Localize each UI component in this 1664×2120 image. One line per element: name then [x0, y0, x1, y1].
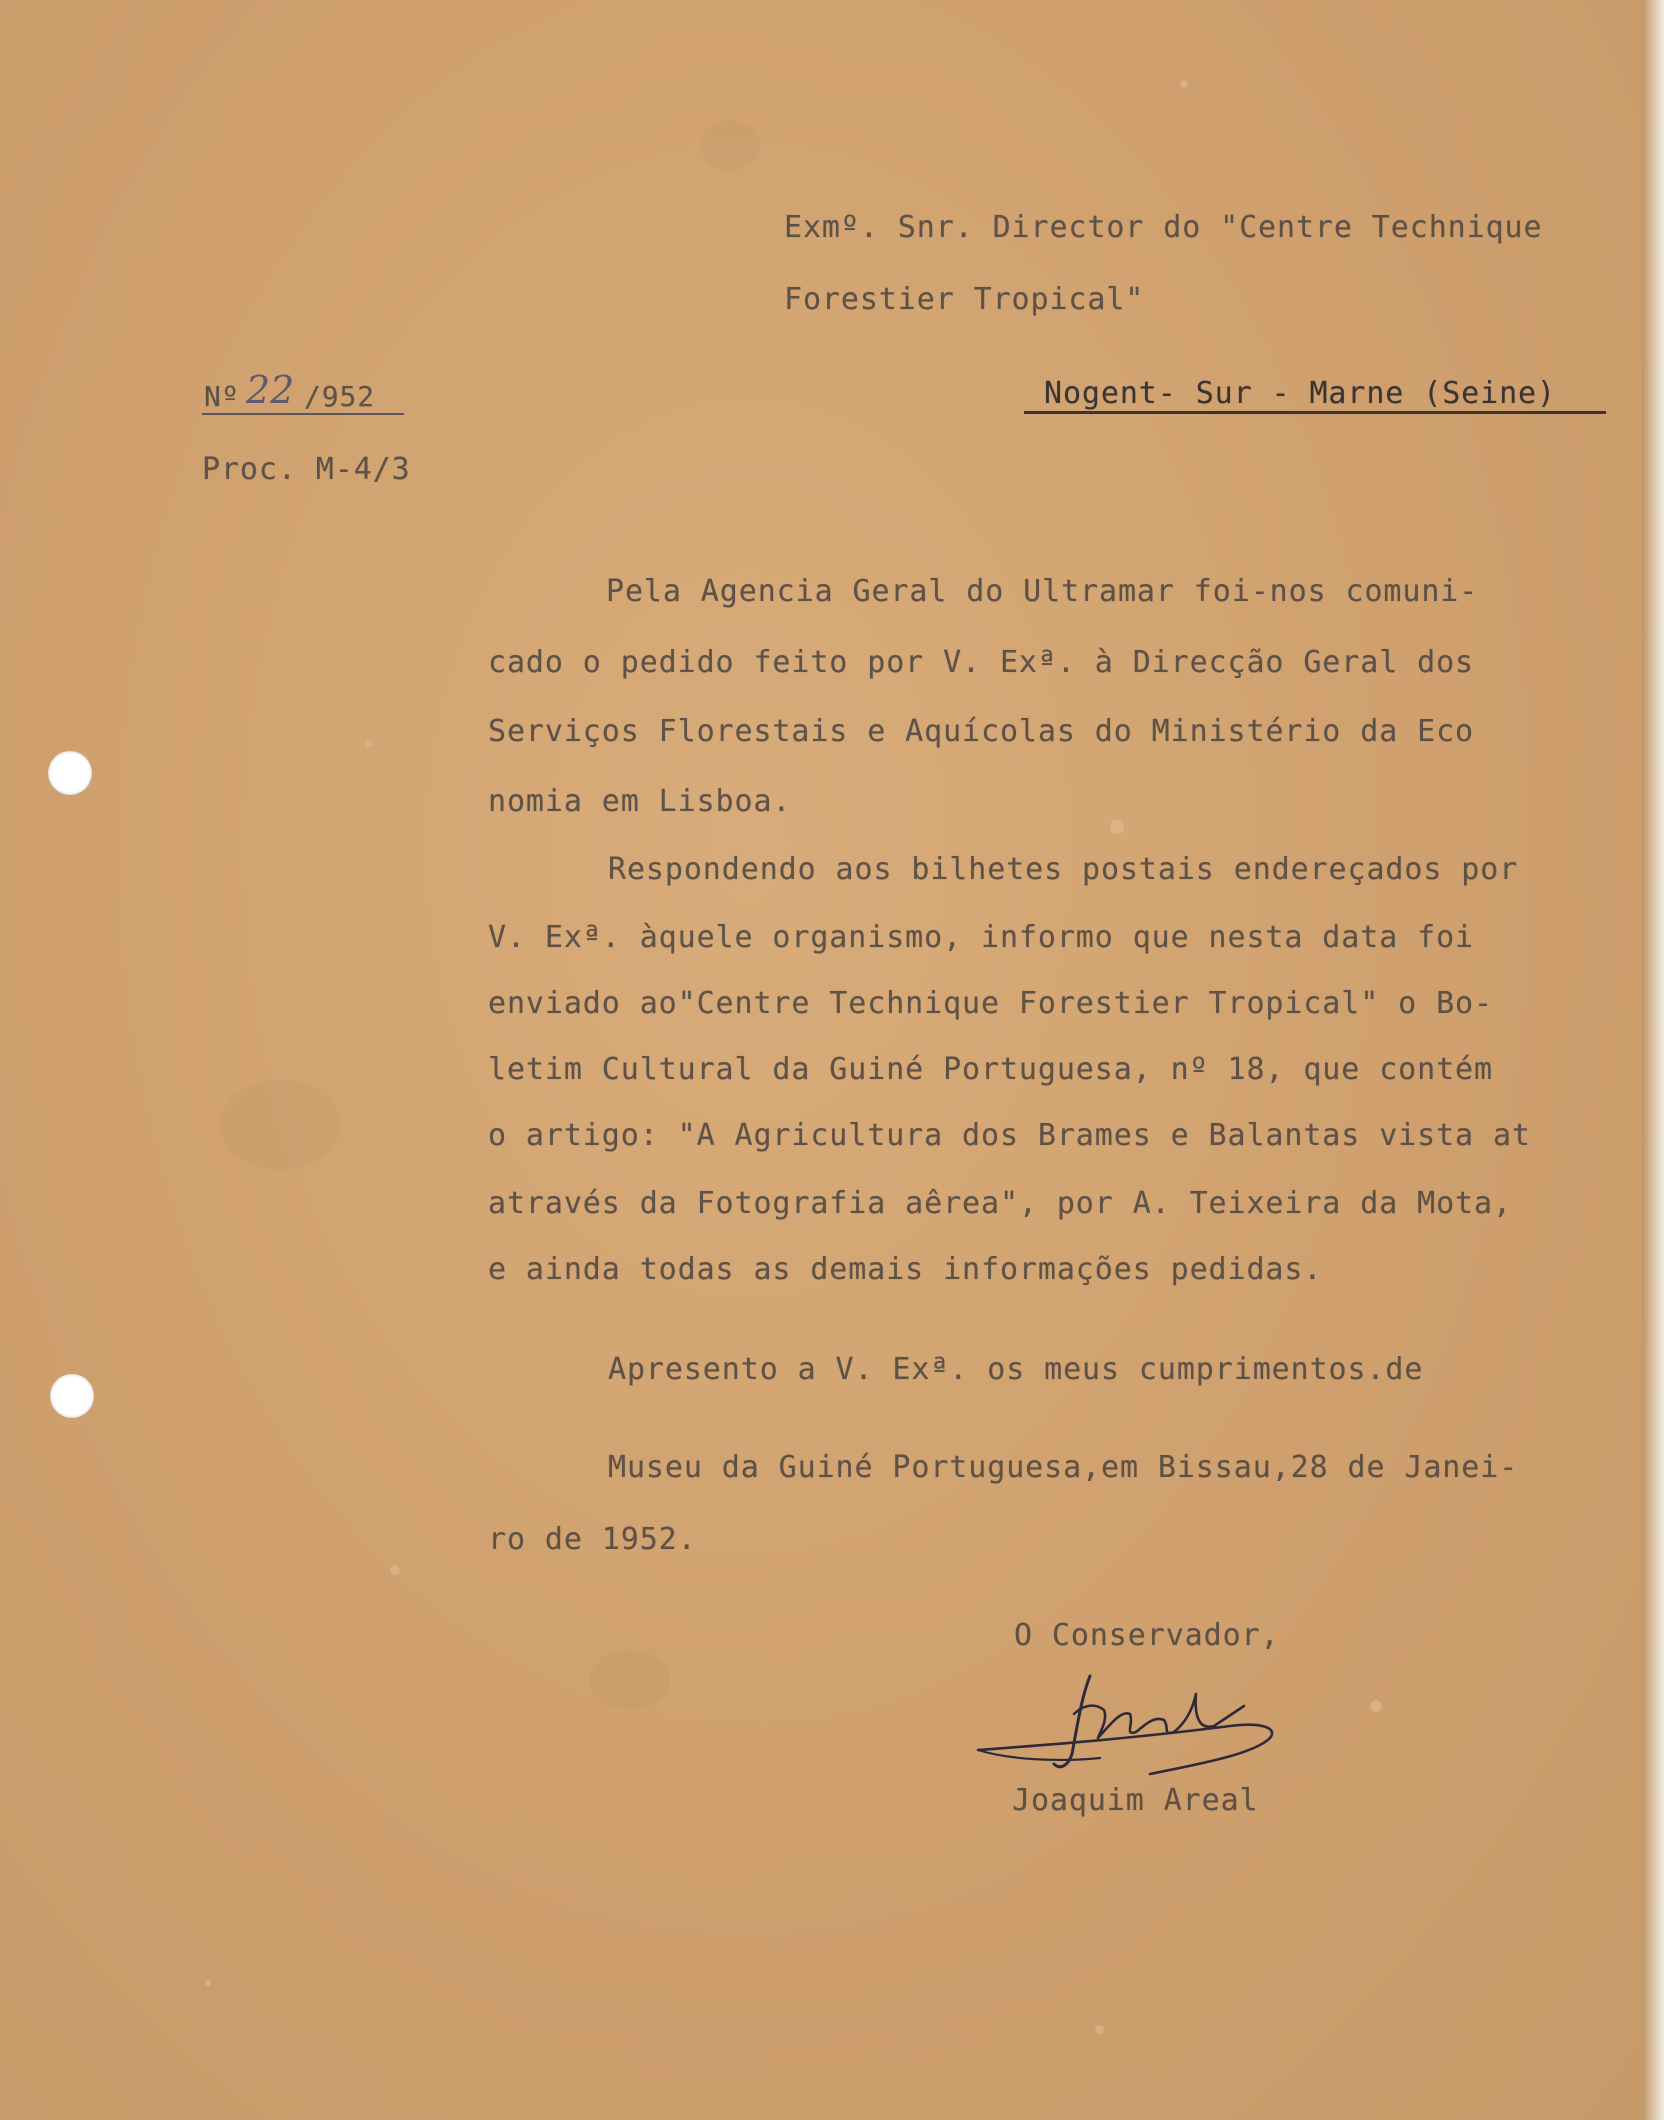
- body-line: Pela Agencia Geral do Ultramar foi-nos comuni-: [606, 574, 1479, 609]
- paper-speck: [1095, 2025, 1104, 2034]
- body-line: letim Cultural da Guiné Portuguesa, nº 18, que contém: [488, 1052, 1493, 1087]
- body-line: Serviços Florestais e Aquícolas do Ministério da Eco: [488, 714, 1474, 749]
- process-reference: Proc. M-4/3: [202, 452, 411, 487]
- paper-speck: [1110, 820, 1124, 834]
- body-line: Respondendo aos bilhetes postais endereçados por: [608, 852, 1519, 887]
- addressee-city: Nogent- Sur - Marne (Seine): [1044, 376, 1556, 411]
- body-line: e ainda todas as demais informações pedidas.: [488, 1252, 1323, 1287]
- addressee-line-1: Exmº. Snr. Director do "Centre Technique: [784, 210, 1543, 245]
- paper-speck: [205, 1980, 211, 1986]
- handwritten-signature: [970, 1666, 1300, 1781]
- body-line: V. Exª. àquele organismo, informo que nesta data foi: [488, 920, 1474, 955]
- paper-stain: [220, 1080, 340, 1170]
- paper-speck: [390, 1565, 400, 1575]
- body-line: enviado ao"Centre Technique Forestier Tropical" o Bo-: [488, 986, 1493, 1021]
- addressee-line-2: Forestier Tropical": [784, 282, 1145, 317]
- reference-handwritten-number: 22: [246, 368, 295, 412]
- paper-speck: [1180, 80, 1188, 88]
- closing-title: O Conservador,: [1014, 1618, 1280, 1653]
- scan-edge: [1642, 0, 1664, 2120]
- reference-prefix: Nº: [204, 380, 240, 413]
- punch-hole-bottom: [50, 1374, 94, 1418]
- paper-stain: [590, 1650, 670, 1710]
- paper-speck: [1370, 1700, 1382, 1712]
- reference-year: /952: [304, 380, 376, 413]
- punch-hole-top: [48, 751, 92, 795]
- place-date-line: ro de 1952.: [488, 1522, 697, 1557]
- body-line: cado o pedido feito por V. Exª. à Direcção Geral dos: [488, 645, 1474, 680]
- paper-speck: [365, 740, 372, 747]
- place-date-line: Museu da Guiné Portuguesa,em Bissau,28 de Janei-: [608, 1450, 1519, 1485]
- signatory-name: Joaquim Areal: [1012, 1783, 1259, 1818]
- greeting-line: Apresento a V. Exª. os meus cumprimentos.de: [608, 1352, 1424, 1387]
- body-line: através da Fotografia aêrea", por A. Teixeira da Mota,: [488, 1186, 1512, 1221]
- body-line: nomia em Lisboa.: [488, 784, 792, 819]
- paper-stain: [700, 120, 760, 170]
- body-line: o artigo: "A Agricultura dos Brames e Balantas vista at: [488, 1118, 1531, 1153]
- city-underline: [1024, 411, 1606, 414]
- reference-underline: [202, 413, 404, 415]
